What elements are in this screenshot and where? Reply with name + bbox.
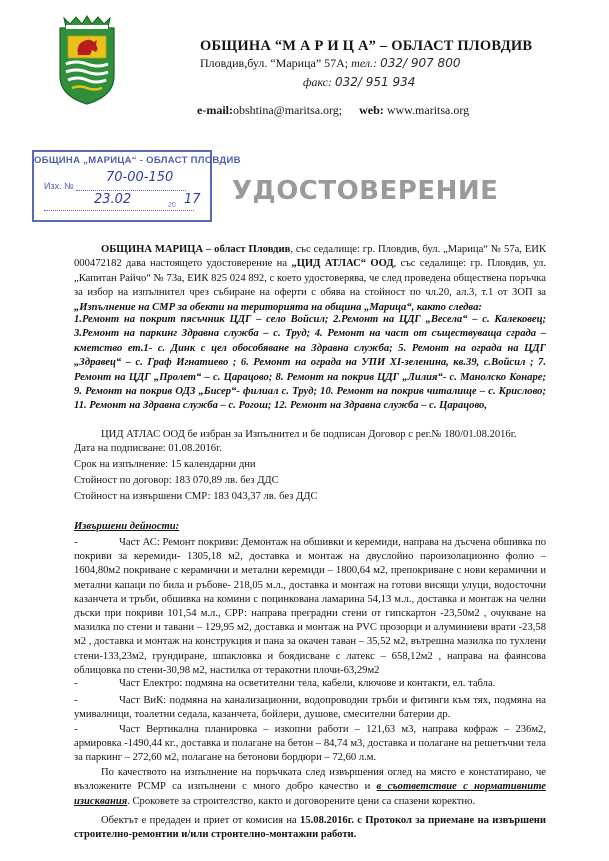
email-label: e-mail: [197, 103, 233, 117]
signing-date: Дата на подписване: 01.08.2016г. [74, 443, 222, 454]
quality-paragraph [74, 766, 546, 809]
web-label: web: [359, 103, 384, 117]
issuer-name: ОБЩИНА МАРИЦА – област Пловдив [101, 244, 291, 255]
stamp-handwritten-year: 17 [184, 192, 201, 207]
registration-stamp [32, 150, 241, 222]
phone-number: 032/ 907 800 [380, 56, 461, 70]
email-link[interactable]: obshtina@maritsa.org; [232, 103, 343, 117]
contractor-name: „ЦИД АТЛАС“ ООД [291, 258, 394, 270]
activity-text: Част ВиК: подмяна на канализационни, водопроводни тръби и фитинги към тях, подмяна на умивалници, тоалетни седала, казанчета, бойлери, душове, смесителни батерии др. [74, 695, 546, 721]
handover-date: 15.08.2016г. [300, 815, 354, 826]
web-link[interactable]: www.maritsa.org [386, 103, 470, 117]
quality-text-2: . Сроковете за строителство, както и договорените цени са спазени коректно. [127, 795, 476, 807]
stamp-organization: ОБЩИНА „МАРИЦА“ - ОБЛАСТ ПЛОВДИВ [34, 155, 241, 166]
activity-text: Част Вертикална планировка – изкопни работи – 121,63 м3, направа кофраж – 236м2, армировка -1490,44 кг., доставка и полагане на бетон – 84,74 м3, доставка и полагане на решетъчни тела за паркинг – 272,60 м2, полагане на бетонови бордюри – 72,60 л.м. [74, 724, 546, 764]
intro-text-1: , със седалище: гр. Пловдив, бул. „Марица“ № 57а, ЕИК 000472182 дава настоящето удостоверение на [74, 244, 547, 270]
activities-title: Извършени дейности: [74, 521, 180, 532]
municipality-address-line [200, 57, 460, 70]
handover-text-1: Обектът е предаден и приет от комисия на [101, 815, 301, 826]
list-dash: - [74, 537, 78, 548]
quality-text-1: По качеството на изпълнение на поръчката след извършения оглед на място е констатирано, че възложените РСМР са изпълнени с много добро качество и [74, 767, 546, 793]
handover-text-2: с Протокол за приемане на извършени строително-ремонтни и/или стронтелно-монтажни работи. [74, 815, 546, 841]
procurement-subject: „Изпълнение на СМР за обекти на територията на община „Марица“, както следва: [74, 301, 482, 313]
completed-works-value: Стойност на извършени СМР: 183 043,37 лв. без ДДС [74, 491, 318, 502]
contract-value: Стойност по договор: 183 070,89 лв. без ДДС [74, 475, 279, 486]
contractor-selected-text: ЦИД АТЛАС ООД бе избран за Изпълнител и бе подписан Договор с рег.№ 180/01.08.2016г. [101, 429, 517, 440]
contact-line [197, 104, 469, 117]
document-heading: УДОСТОВЕРЕНИЕ [232, 176, 499, 206]
intro-paragraph [74, 243, 546, 315]
stamp-handwritten-date: 23.02 [94, 192, 132, 207]
list-dash: - [74, 695, 78, 706]
intro-text-2: , със седалище: гр. Пловдив, ул. „Капитан Райчо“ № 73а, ЕИК 825 024 892, с което удостоверява, че след проведена обществена поръчка за избор на изпълнител чрез събиране на оферти с обява на стойност по чл.20, ал.3, т.1 от ЗОП за [74, 258, 546, 299]
activity-text: Част Електро: подмяна на осветителни тела, кабели, ключове и контакти, ел. табла. [119, 678, 496, 689]
address-text: Пловдив,бул. “Марица” 57А; [200, 56, 349, 70]
stamp-number-label: Изх. № [44, 181, 74, 191]
municipality-crest-logo [56, 14, 118, 106]
activity-item-plumbing [74, 694, 546, 722]
activity-item-landscaping [74, 723, 546, 766]
fax-line [303, 76, 415, 89]
phone-label: тел.: [351, 56, 378, 70]
handover-paragraph [74, 814, 546, 843]
activity-item-electrical [74, 677, 546, 691]
stamp-handwritten-number: 70-00-150 [106, 170, 174, 185]
list-dash: - [74, 678, 78, 689]
quality-emphasis: в съответствие с нормативните изисквания [74, 781, 546, 807]
stamp-year-prefix: 20 [168, 202, 176, 209]
sites-list-paragraph: 1.Ремонт на покрит пясъчник ЦДГ – село Войсил; 2.Ремонт на ЦДГ „Весела“ – с. Калековец; 3.Ремонт на паркинг Здравна служба – с. Труд; 4. Ремонт на част от съществуваща сграда – кметство ет.1- с. Динк с цел обособяване на Здравна служба; 5. Ремонт на ограда на ЦДГ „Здравец“ – с. Граф Игнатиево ; 6. Ремонт на ограда на УПИ XI-зеленина, кв.39, с.Войсил ; 7. Ремонт на ЦДГ „Пролет“ – с. Царацово; 8. Ремонт на покрив ЦДГ „Лилия“- с. Манолско Конаре; 9. Ремонт на покрив ОДЗ „Бисер“- филиал с. Труд; 10. Ремонт на покрив читалище – с. Крислово; 11. Ремонт на Здравна служба – с. Рогош; 12. Ремонт на Здравна служба – с. Царацово, [74, 314, 546, 412]
activity-text: Част АС: Ремонт покриви: Демонтаж на обшивки и керемиди, направа на дъсчена обшивка по покриви за керемиди- 1305,18 м2, доставка и монтаж на двуслойно пароизолационно фолио – 1604,80м2 покриване с керамични и метални керемиди – 1800,64 м2, препокриване с нови керамични и метални капаци по била и ръбове- 218,05 м.л., доставка и монтаж на готови висящи улуци, водосточни казанчета и тръби, обшивка на комини с поцинкована ламарина 54,13 м.л., доставка и монтаж на челни дъски при покриви 101,54 м.л., СРР: направа преградни стени от гипскартон -23,50м2 , очукване на мазилка по стени и тавани – 129,95 м2, доставка и монтаж на PVC прозорци и алуминиеви врати -23,58 м2 , доставка и монтаж на конструкция и пана за окачен таван – 35,52 м2, вътрешна мазилка по тухлени стени-133,23м2, грундиране, шпакловка и боядисване с латекс – 658,12м2 , направа на фаянсова облицовка по стени-30,98 м2, настилка от теракотни плочи-63,29м2 [74, 537, 546, 676]
activity-item-construction [74, 536, 546, 678]
fax-label: факс: [303, 75, 332, 89]
list-dash: - [74, 724, 78, 735]
execution-term: Срок на изпълнение: 15 календарни дни [74, 459, 256, 470]
fax-number: 032/ 951 934 [335, 75, 416, 89]
municipality-title: ОБЩИНА “М А Р И Ц А” – ОБЛАСТ ПЛОВДИВ [200, 38, 533, 54]
